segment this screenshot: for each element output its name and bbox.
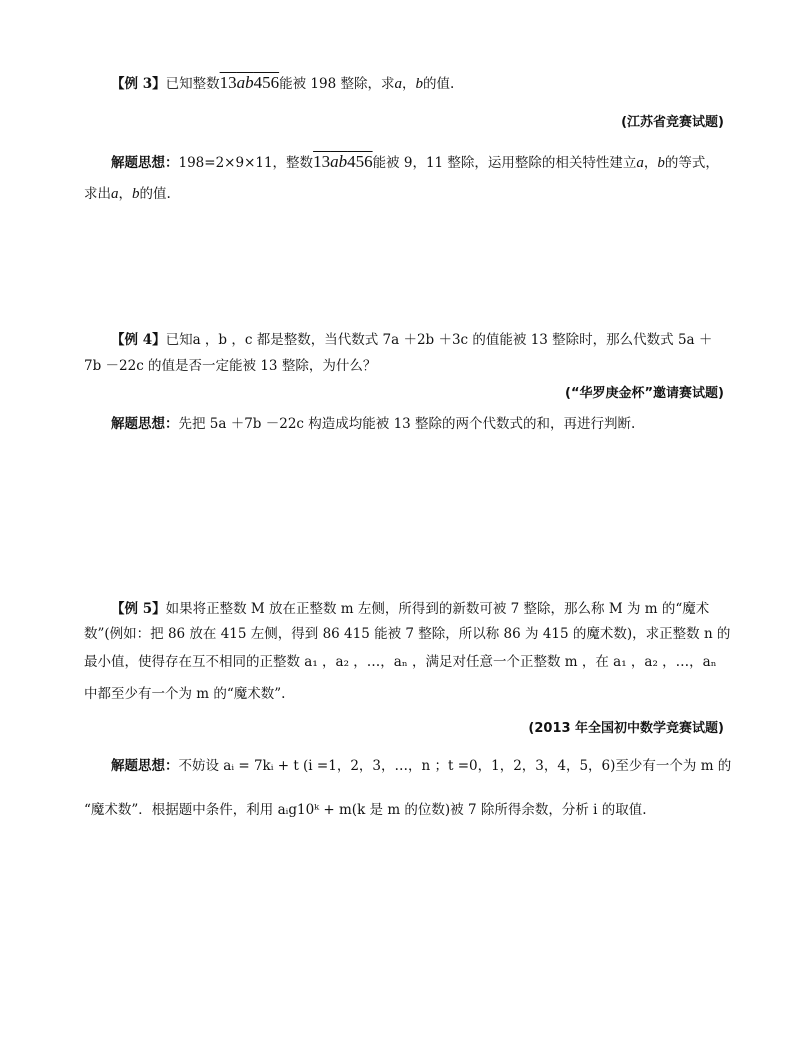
overlined-number <box>220 73 280 92</box>
example-4-label: 【例 4】 <box>111 332 166 348</box>
example-3-hint-line-2 <box>84 184 171 204</box>
example-5-text-1: 如果将正整数 M 放在正整数 m 左侧，所得到的新数可被 7 整除，那么称 M 为 m 的“魔术 <box>165 601 710 617</box>
comma: ， <box>643 155 658 171</box>
number-prefix: 13 <box>219 73 237 92</box>
hint-text-3: 的等式， <box>664 155 719 171</box>
var-b: b <box>132 186 140 202</box>
overlined-number <box>313 152 373 171</box>
hint-text-2: 能被 9，11 整除，运用整除的相关特性建立 <box>372 155 637 171</box>
example-3-text-2: 能被 198 整除，求 <box>279 76 395 92</box>
example-5-line-4: 中都至少有一个为 m 的“魔术数”. <box>84 686 286 702</box>
number-suffix: 456 <box>253 73 280 92</box>
example-3-statement <box>111 73 454 94</box>
example-5-label: 【例 5】 <box>111 601 166 617</box>
var-a: a <box>636 155 644 171</box>
example-3-text-1: 已知整数 <box>165 76 220 92</box>
example-5-line-3: 最小值，使得存在互不相同的正整数 a₁ ，a₂ ，…，aₙ ，满足对任意一个正整数 m ，在 a₁ ，a₂ ，…，aₙ <box>84 654 717 670</box>
comma: ， <box>401 76 416 92</box>
number-ab: ab <box>330 152 348 171</box>
example-4-line-1 <box>111 330 712 350</box>
var-b: b <box>657 155 665 171</box>
example-4-text-1: 已知a ，b ，c 都是整数，当代数式 7a ＋2b ＋3c 的值能被 13 整除时，那么代数式 5a ＋ <box>165 332 713 348</box>
example-3-source: (江苏省竞赛试题) <box>621 115 724 130</box>
example-3-label: 【例 3】 <box>111 76 166 92</box>
example-3-text-3: 的值. <box>422 76 455 92</box>
example-4-source: (“华罗庚金杯”邀请赛试题) <box>565 386 724 401</box>
hint-label: 解题思想： <box>111 416 179 432</box>
number-ab: ab <box>236 73 254 92</box>
number-suffix: 456 <box>347 152 373 171</box>
var-a: a <box>111 186 119 202</box>
example-4-line-2: 7b －22c 的值是否一定能被 13 整除，为什么？ <box>84 358 377 374</box>
var-a: a <box>394 76 402 92</box>
example-5-hint-line-1 <box>111 756 731 776</box>
example-4-hint <box>111 414 635 434</box>
var-b: b <box>415 76 423 92</box>
example-5-line-1 <box>111 599 709 619</box>
example-3-hint-line-1 <box>111 152 719 173</box>
hint-label: 解题思想： <box>111 155 179 171</box>
example-5-source: (2013 年全国初中数学竞赛试题) <box>528 721 724 736</box>
hint-text-5: 的值. <box>139 186 171 202</box>
hint-label: 解题思想： <box>111 758 179 774</box>
hint-text-1: 不妨设 aᵢ = 7kᵢ + t (i =1，2，3，…，n ；t =0，1，2，3，4，5，6)至少有一个为 m 的 <box>178 758 732 774</box>
example-5-hint-line-2: “魔术数”．根据题中条件，利用 aᵢg10ᵏ + m(k 是 m 的位数)被 7 除所得余数，分析 i 的取值. <box>84 802 647 818</box>
hint-text-1: 198=2×9×11，整数 <box>178 155 314 171</box>
hint-text: 先把 5a ＋7b －22c 构造成均能被 13 整除的两个代数式的和，再进行判断. <box>178 416 636 432</box>
example-5-line-2: 数”(例如：把 86 放在 415 左侧，得到 86 415 能被 7 整除，所以称 86 为 415 的魔术数)，求正整数 n 的 <box>84 626 731 642</box>
number-prefix: 13 <box>313 152 331 171</box>
comma: ， <box>118 186 132 202</box>
hint-text-4: 求出 <box>84 186 111 202</box>
